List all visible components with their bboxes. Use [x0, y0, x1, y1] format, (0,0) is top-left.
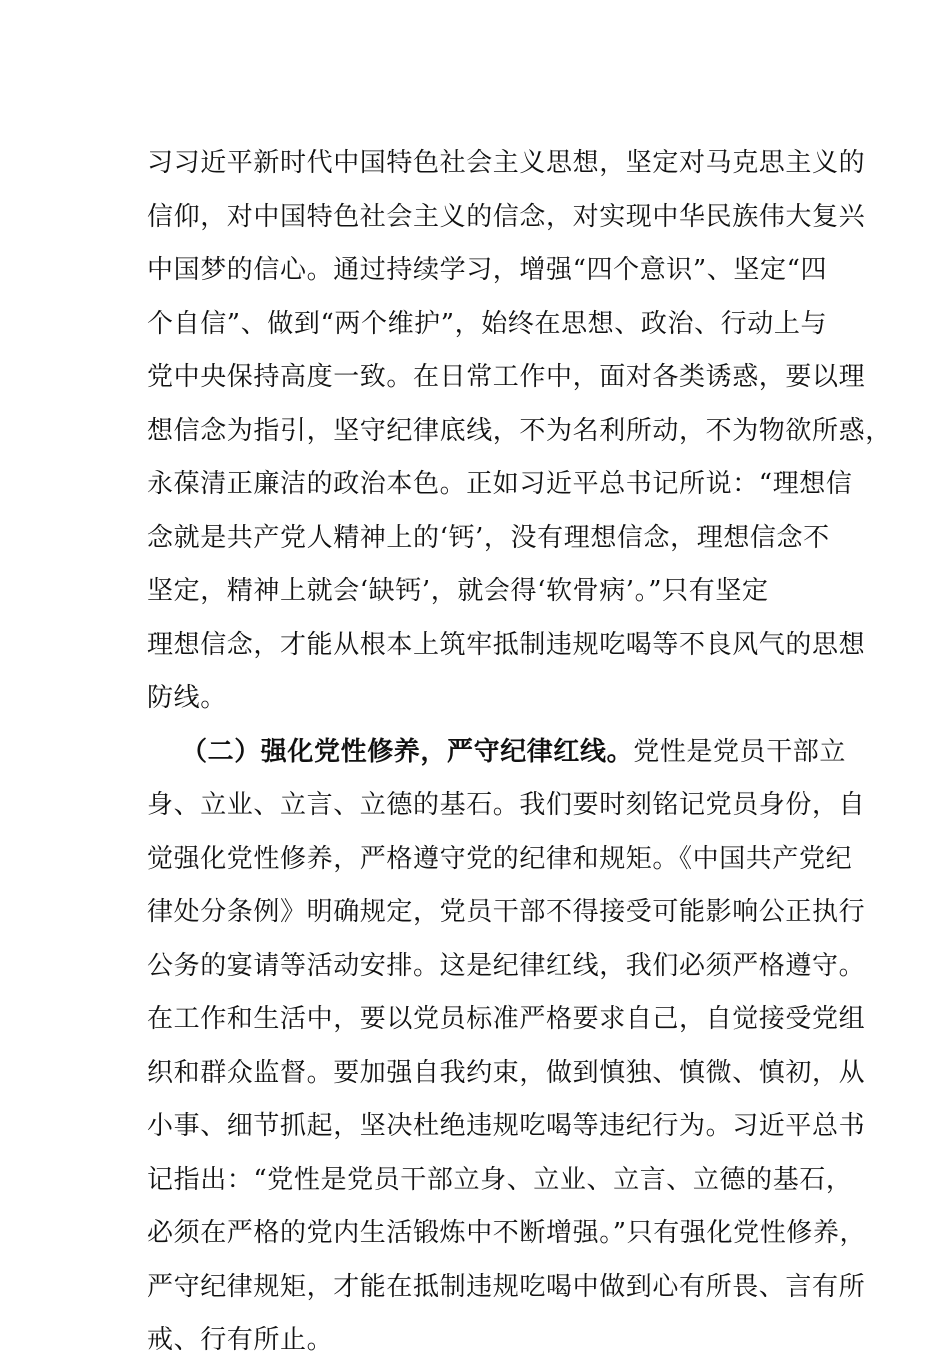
text-line: 坚定，精神上就会‘缺钙’，就会得‘软骨病’。”只有坚定: [147, 576, 769, 606]
text-line: 防线。: [147, 683, 227, 713]
first-line-text: 党性是党员干部立: [633, 736, 847, 767]
text-line: 记指出：“党性是党员干部立身、立业、立言、立德的基石，: [147, 1164, 853, 1195]
text-line: 戒、行有所止。: [147, 1325, 334, 1355]
text-line: 小事、细节抓起，坚决杜绝违规吃喝等违纪行为。习近平总书: [147, 1111, 866, 1141]
paragraph-party-spirit: [147, 726, 867, 1368]
text-line: 个自信”、做到“两个维护”，始终在思想、政治、行动上与: [147, 308, 828, 339]
text-line: 必须在严格的党内生活锻炼中不断增强。”只有强化党性修养，: [147, 1218, 867, 1248]
text-line: 党中央保持高度一致。在日常工作中，面对各类诱惑，要以理: [147, 362, 866, 392]
text-line: 织和群众监督。要加强自我约束，做到慎独、慎微、慎初，从: [147, 1057, 866, 1088]
text-line: 中国梦的信心。通过持续学习，增强“四个意识”、坚定“四: [147, 255, 828, 285]
text-line: 律处分条例》明确规定，党员干部不得接受可能影响公正执行: [147, 897, 866, 927]
section-heading: （二）强化党性修养，严守纪律红线。: [181, 736, 634, 767]
text-line: 在工作和生活中，要以党员标准严格要求自己，自觉接受党组: [147, 1004, 866, 1034]
text-line: 身、立业、立言、立德的基石。我们要时刻铭记党员身份，自: [147, 790, 866, 820]
text-line: 严守纪律规矩，才能在抵制违规吃喝中做到心有所畏、言有所: [147, 1271, 866, 1302]
text-line: 信仰，对中国特色社会主义的信念，对实现中华民族伟大复兴: [147, 201, 866, 232]
text-line: 永葆清正廉洁的政治本色。正如习近平总书记所说：“理想信: [147, 469, 853, 499]
paragraph-first-line: [147, 726, 847, 780]
text-line: 习习近平新时代中国特色社会主义思想，坚定对马克思主义的: [147, 148, 866, 178]
text-line: 理想信念，才能从根本上筑牢抵制违规吃喝等不良风气的思想: [147, 629, 866, 660]
paragraph-ideals-faith: [147, 137, 892, 726]
text-line: 念就是共产党人精神上的‘钙’，没有理想信念，理想信念不: [147, 522, 830, 553]
text-line: 觉强化党性修养，严格遵守党的纪律和规矩。《中国共产党纪: [147, 843, 853, 874]
text-line: 公务的宴请等活动安排。这是纪律红线，我们必须严格遵守。: [147, 950, 866, 981]
document-body: [147, 137, 892, 1368]
text-line: 想信念为指引，坚守纪律底线，不为名利所动，不为物欲所惑，: [147, 415, 892, 446]
